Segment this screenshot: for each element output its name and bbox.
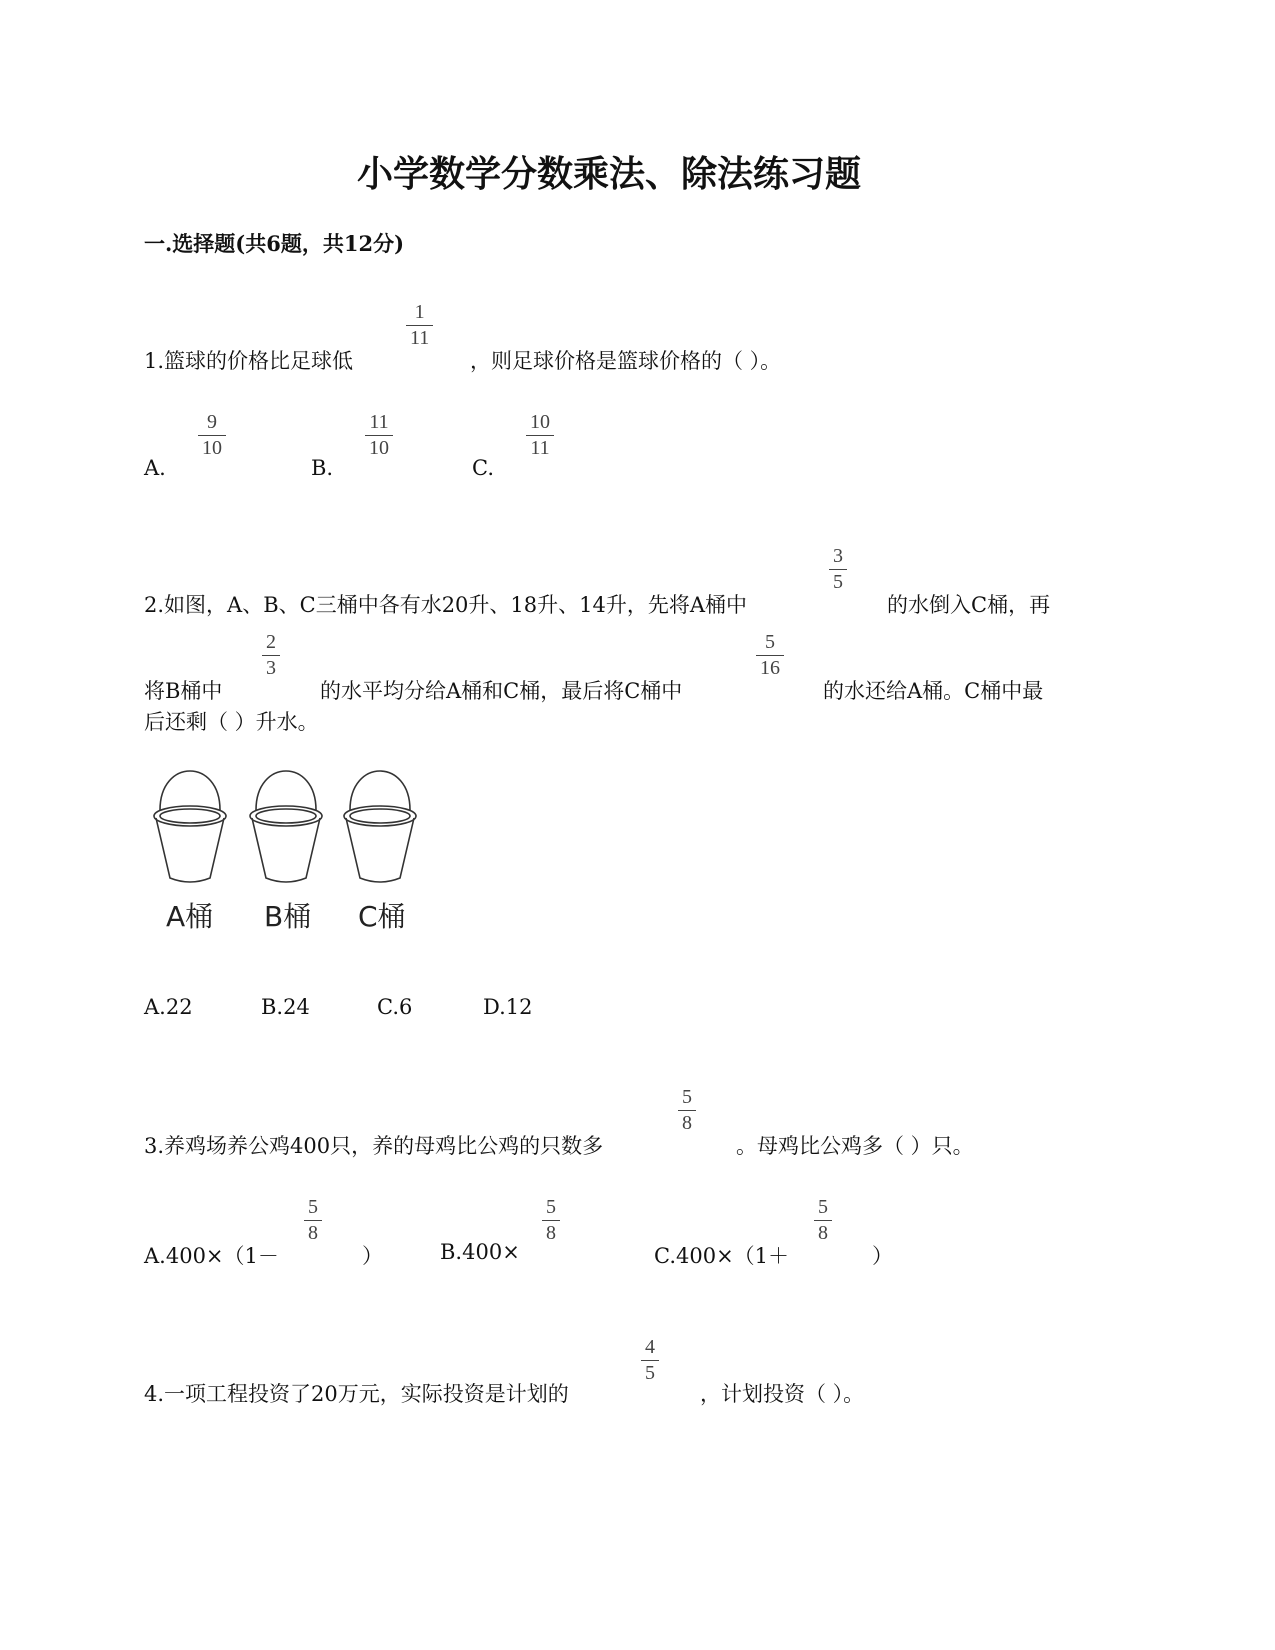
- q2-line1-a: 2.如图，A、B、C三桶中各有水20升、18升、14升，先将A桶中: [144, 593, 748, 617]
- q1-option-c-denominator: 11: [530, 437, 550, 459]
- bucket-b-icon: [250, 771, 322, 882]
- q3-option-a-denominator: 8: [308, 1222, 318, 1244]
- q3-option-c-prefix: C.400×（1＋: [654, 1244, 790, 1268]
- q1-fraction-numerator: 1: [414, 301, 425, 323]
- q1-option-c-label: C.: [472, 456, 494, 480]
- q1-option-a-numerator: 9: [207, 411, 217, 433]
- q2-fraction-3-denominator: 16: [760, 657, 780, 679]
- q2-option-d: D.12: [483, 995, 533, 1019]
- bucket-c-icon: [344, 771, 416, 882]
- q1-option-b-numerator: 11: [369, 411, 389, 433]
- q2-option-b: B.24: [261, 995, 310, 1019]
- bucket-c-label: C桶: [358, 900, 406, 933]
- q2-fraction-2-numerator: 2: [266, 631, 276, 653]
- q3-option-a-numerator: 5: [308, 1196, 318, 1218]
- q1-option-c-numerator: 10: [530, 411, 550, 433]
- q4-stem-a: 4.一项工程投资了20万元，实际投资是计划的: [144, 1382, 569, 1406]
- q1-fraction-denominator: 11: [410, 327, 430, 349]
- q3-option-c-denominator: 8: [818, 1222, 828, 1244]
- q2-fraction-1: [829, 544, 847, 594]
- q2-fraction-1-numerator: 3: [833, 545, 843, 567]
- q1-option-b-fraction: [365, 410, 393, 460]
- q3-option-b-numerator: 5: [546, 1196, 556, 1218]
- q4-fraction: [641, 1335, 659, 1385]
- q2-fraction-1-denominator: 5: [833, 571, 843, 593]
- bucket-b-label: B桶: [264, 900, 312, 933]
- q2-line2-c: 的水还给A桶。C桶中最: [823, 679, 1044, 703]
- q3-option-a-suffix: ）: [362, 1244, 383, 1268]
- q1-fraction: [406, 300, 433, 350]
- q1-option-a-denominator: 10: [202, 437, 222, 459]
- q3-option-a-fraction: [304, 1195, 322, 1245]
- section-heading: 一.选择题(共6题，共12分): [144, 231, 405, 256]
- q3-option-c-fraction: [814, 1195, 832, 1245]
- page-title: 小学数学分数乘法、除法练习题: [357, 153, 862, 195]
- q3-option-a-prefix: A.400×（1－: [144, 1244, 279, 1268]
- q2-fraction-2-denominator: 3: [266, 657, 276, 679]
- buckets-illustration: [148, 766, 428, 894]
- q4-fraction-numerator: 4: [645, 1336, 655, 1358]
- q1-option-c-fraction: [526, 410, 554, 460]
- q1-option-a-label: A.: [144, 456, 166, 480]
- bucket-a-icon: [154, 771, 226, 882]
- q2-option-a: A.22: [144, 995, 193, 1019]
- q3-fraction-denominator: 8: [682, 1112, 692, 1134]
- q3-fraction: [678, 1085, 696, 1135]
- q4-fraction-denominator: 5: [645, 1362, 655, 1384]
- q2-fraction-3: [756, 630, 784, 680]
- q2-line2-b: 的水平均分给A桶和C桶，最后将C桶中: [320, 679, 683, 703]
- q3-option-b-denominator: 8: [546, 1222, 556, 1244]
- q3-stem-b: 。母鸡比公鸡多（ ）只。: [736, 1134, 974, 1158]
- q3-option-b-fraction: [542, 1195, 560, 1245]
- q2-line1-b: 的水倒入C桶，再: [887, 593, 1051, 617]
- q3-fraction-numerator: 5: [682, 1086, 692, 1108]
- q1-option-b-label: B.: [311, 456, 334, 480]
- q3-stem-a: 3.养鸡场养公鸡400只，养的母鸡比公鸡的只数多: [144, 1134, 604, 1158]
- q1-stem-a: 1.篮球的价格比足球低: [144, 349, 354, 373]
- q2-line2-a: 将B桶中: [144, 679, 223, 703]
- q3-option-c-numerator: 5: [818, 1196, 828, 1218]
- q3-option-b-prefix: B.400×: [440, 1240, 520, 1264]
- q1-option-b-denominator: 10: [369, 437, 389, 459]
- q2-line3: 后还剩（ ）升水。: [144, 710, 319, 734]
- q1-option-a-fraction: [198, 410, 226, 460]
- q2-fraction-2: [262, 630, 280, 680]
- q1-stem-b: ，则足球价格是篮球价格的（ ）。: [470, 349, 782, 373]
- q2-option-c: C.6: [377, 995, 413, 1019]
- q3-option-c-suffix: ）: [872, 1244, 893, 1268]
- q4-stem-b: ，计划投资（ ）。: [700, 1382, 865, 1406]
- bucket-a-label: A桶: [166, 900, 214, 933]
- q2-fraction-3-numerator: 5: [765, 631, 775, 653]
